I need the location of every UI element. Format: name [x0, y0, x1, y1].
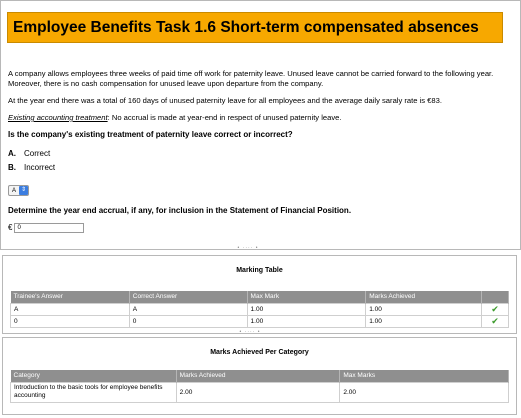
header-category: Category: [11, 370, 177, 382]
marking-table-title: Marking Table: [236, 267, 283, 274]
header-category-marks-achieved: Marks Achieved: [176, 370, 340, 382]
option-a-letter: A.: [8, 149, 16, 158]
category-table: [10, 370, 509, 403]
resize-grip[interactable]: • ···· •: [239, 329, 261, 334]
euro-sign: €: [8, 223, 13, 232]
chevron-updown-icon[interactable]: ⇕: [21, 187, 27, 193]
table-row: [11, 382, 509, 402]
resize-grip[interactable]: • ···· •: [237, 245, 259, 250]
scenario-paragraph-2: At the year end there was a total of 160 days of unused paternity leave for all employees and the average daily saraly rate is €83.: [8, 96, 442, 105]
marking-table-header: [11, 291, 509, 303]
option-b-text: Incorrect: [24, 163, 56, 172]
category-table-header: [11, 370, 509, 382]
option-b-letter: B.: [8, 163, 16, 172]
marks-achieved-cell: 1.00: [366, 315, 482, 327]
marking-table-panel: [2, 255, 517, 334]
option-b: [8, 163, 514, 173]
category-table-title: Marks Achieved Per Category: [210, 349, 309, 356]
option-a-text: Correct: [24, 149, 51, 158]
marking-table: [10, 291, 509, 328]
header-max-mark: Max Mark: [247, 291, 366, 303]
category-panel: [2, 337, 517, 415]
task-title: Employee Benefits Task 1.6 Short-term compensated absences: [7, 12, 503, 43]
existing-treatment-label: Existing accounting treatment: [8, 113, 108, 122]
table-row: [11, 303, 509, 315]
trainee-answer-cell: A: [11, 303, 130, 315]
check-icon: ✔: [482, 315, 509, 327]
accrual-row: [8, 223, 514, 233]
correct-answer-cell: A: [129, 303, 247, 315]
check-icon: ✔: [482, 303, 509, 315]
header-marks-achieved: Marks Achieved: [366, 291, 482, 303]
table-row: [11, 315, 509, 327]
header-status: [482, 291, 509, 303]
header-correct-answer: Correct Answer: [129, 291, 247, 303]
question-content: [8, 69, 514, 233]
existing-treatment-text: : No accrual is made at year-end in respect of unused paternity leave.: [107, 113, 342, 122]
max-mark-cell: 1.00: [247, 315, 366, 327]
question-1: Is the company's existing treatment of paternity leave correct or incorrect?: [8, 130, 293, 139]
category-cell: Introduction to the basic tools for employee benefits accounting: [11, 382, 177, 402]
accrual-input[interactable]: 0: [14, 223, 84, 233]
correct-answer-cell: 0: [129, 315, 247, 327]
question-2: Determine the year end accrual, if any, for inclusion in the Statement of Financial Position.: [8, 206, 352, 215]
category-achieved-cell: 2.00: [176, 382, 340, 402]
header-trainee-answer: Trainee's Answer: [11, 291, 130, 303]
option-a: [8, 149, 514, 159]
scenario-paragraph-1: A company allows employees three weeks of paid time off work for paternity leave. Unused leave cannot be carried forward to the following year. Moreover, there is no cash compensation for unused leave upon departure from the company.: [8, 69, 494, 88]
scenario-paragraph-3: [8, 113, 514, 123]
max-mark-cell: 1.00: [247, 303, 366, 315]
marks-achieved-cell: 1.00: [366, 303, 482, 315]
trainee-answer-cell: 0: [11, 315, 130, 327]
answer-select-value: A: [12, 187, 17, 194]
answer-select[interactable]: [8, 185, 29, 196]
header-max-marks: Max Marks: [340, 370, 509, 382]
category-max-cell: 2.00: [340, 382, 509, 402]
